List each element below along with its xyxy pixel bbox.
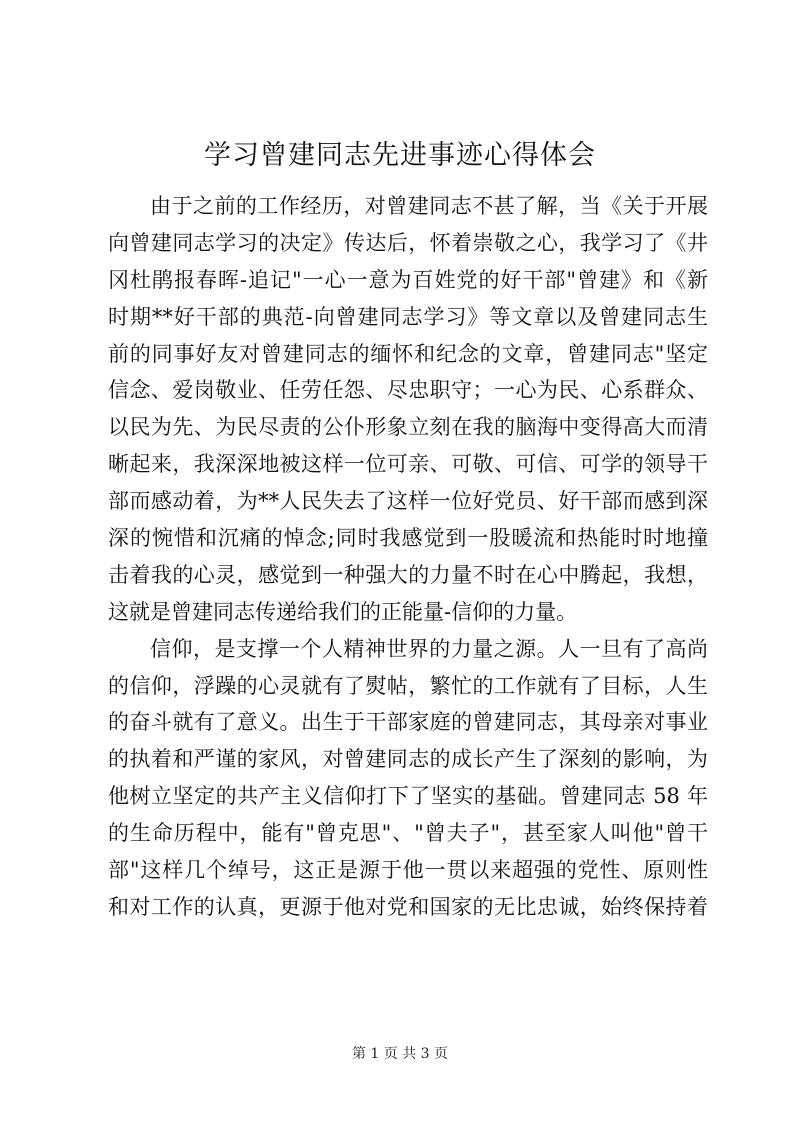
page-footer: 第 1 页 共 3 页 [351,1046,449,1062]
paragraph-line: 部而感动着，为**人民失去了这样一位好党员、好干部而感到深 [108,489,708,514]
paragraph-line: 前的同事好友对曾建同志的缅怀和纪念的文章，曾建同志"坚定 [108,341,708,366]
paragraph-line: 他树立坚定的共产主义信仰打下了坚实的基础。曾建同志 58 年 [108,784,708,809]
paragraph-line: 的执着和严谨的家风，对曾建同志的成长产生了深刻的影响，为 [108,747,708,772]
paragraph-line: 时期**好干部的典范-向曾建同志学习》等文章以及曾建同志生 [108,304,708,329]
paragraph-line: 信仰，是支撑一个人精神世界的力量之源。人一旦有了高尚 [150,636,708,661]
paragraph-line: 这就是曾建同志传递给我们的正能量-信仰的力量。 [108,599,578,624]
paragraph-line: 部"这样几个绰号，这正是源于他一贯以来超强的党性、原则性 [108,858,708,883]
paragraph-line: 晰起来，我深深地被这样一位可亲、可敬、可信、可学的领导干 [108,452,708,477]
paragraph-line: 向曾建同志学习的决定》传达后，怀着崇敬之心，我学习了《井 [108,230,708,255]
paragraph-line: 的生命历程中，能有"曾克思"、"曾夫子"，甚至家人叫他"曾干 [108,821,708,846]
paragraph-line: 和对工作的认真，更源于他对党和国家的无比忠诚，始终保持着 [108,894,708,919]
paragraph-line: 信念、爱岗敬业、任劳任怨、尽忠职守；一心为民、心系群众、 [108,378,708,403]
paragraph-line: 由于之前的工作经历，对曾建同志不甚了解，当《关于开展 [150,194,708,218]
paragraph-line: 以民为先、为民尽责的公仆形象立刻在我的脑海中变得高大而清 [108,415,708,440]
paragraph-line: 击着我的心灵，感觉到一种强大的力量不时在心中腾起，我想， [108,562,708,587]
document-title: 学习曾建同志先进事迹心得体会 [204,140,596,171]
document-body [108,188,708,926]
paragraph-2 [108,631,708,926]
paragraph-line: 深的惋惜和沉痛的悼念;同时我感觉到一股暖流和热能时时地撞 [108,526,708,551]
paragraph-line: 冈杜鹃报春晖-追记"一心一意为百姓党的好干部"曾建》和《新 [108,267,708,292]
paragraph-line: 的奋斗就有了意义。出生于干部家庭的曾建同志，其母亲对事业 [108,710,708,735]
paragraph-1 [108,188,708,631]
paragraph-line: 的信仰，浮躁的心灵就有了熨帖，繁忙的工作就有了目标，人生 [108,673,708,698]
